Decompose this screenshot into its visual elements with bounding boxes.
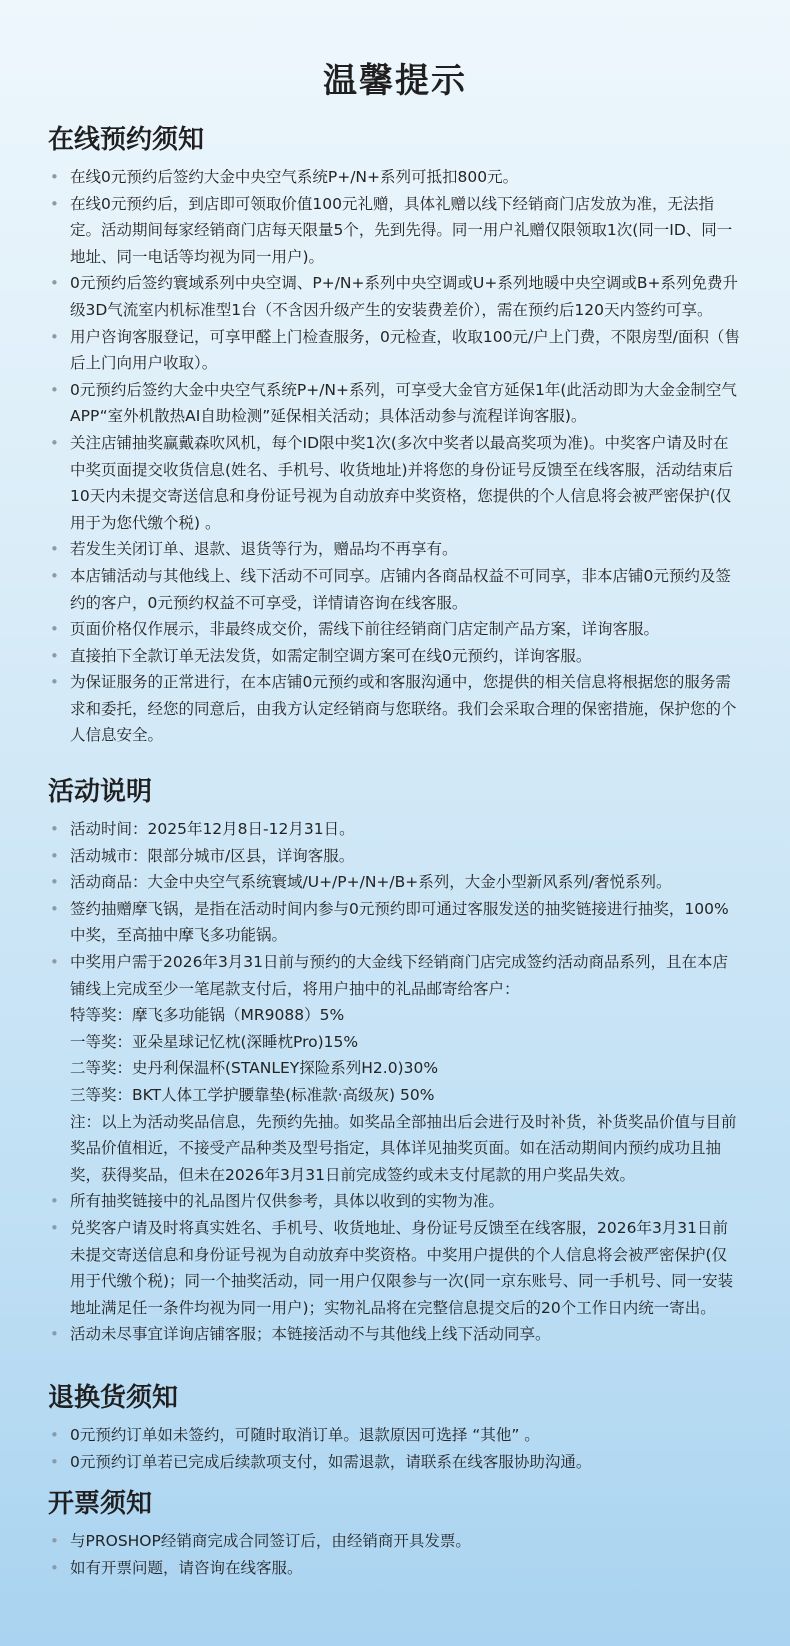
section-returns xyxy=(0,1378,790,1475)
list-item: • 与PROSHOP经销商完成合同签订后，由经销商开具发票。 xyxy=(48,1528,742,1555)
prize-intro: • 中奖用户需于2026年3月31日前与预约的大金线下经销商门店完成签约活动商品系列，且在本店铺线上完成至少一笔尾款支付后，将用户抽中的礼品邮寄给客户： xyxy=(70,952,729,998)
section-title: 退换货须知 xyxy=(48,1383,179,1413)
list-item: • 0元预约订单如未签约，可随时取消订单。退款原因可选择 “其他” 。 xyxy=(48,1422,742,1449)
section-online-booking xyxy=(0,120,790,749)
bullet-list xyxy=(48,816,742,1348)
section-title: 活动说明 xyxy=(48,777,153,807)
list-item: • 页面价格仅作展示，非最终成交价，需线下前往经销商门店定制产品方案，详询客服。 xyxy=(48,616,742,643)
list-item: • 在线0元预约后，到店即可领取价值100元礼赠，具体礼赠以线下经销商门店发放为准，无法指定。活动期间每家经销商门店每天限量5个，先到先得。同一用户礼赠仅限领取1次(同一ID、同一地址、同一电话等均视为同一用户)。 xyxy=(48,191,742,271)
prize-note: 注：以上为活动奖品信息，先预约先抽。如奖品全部抽出后会进行及时补货，补货奖品价值与目前奖品价值相近，不接受产品种类及型号指定，具体详见抽奖页面。如在活动期间内预约成功且抽奖，获得奖品，但未在2026年3月31日前完成签约或未支付尾款的用户奖品失效。 xyxy=(70,1112,737,1184)
list-item: • 0元预约后签约大金中央空气系统P+/N+系列，可享受大金官方延保1年(此活动即为大金金制空气APP“室外机散热AI自助检测”延保相关活动；具体活动参与流程详询客服)。 xyxy=(48,377,742,430)
list-item: • 为保证服务的正常进行，在本店铺0元预约或和客服沟通中，您提供的相关信息将根据您的服务需求和委托，经您的同意后，由我方认定经销商与您联络。我们会采取合理的保密措施，保护您的个人信息安全。 xyxy=(48,669,742,749)
list-item: • 所有抽奖链接中的礼品图片仅供参考，具体以收到的实物为准。 xyxy=(48,1188,742,1215)
list-item: • 本店铺活动与其他线上、线下活动不可同享。店铺内各商品权益不可同享，非本店铺0元预约及签约的客户，0元预约权益不可享受，详情请咨询在线客服。 xyxy=(48,563,742,616)
list-item: • 活动未尽事宜详询店铺客服；本链接活动不与其他线上线下活动同享。 xyxy=(48,1321,742,1348)
section-invoice xyxy=(0,1484,790,1581)
list-item: • 签约抽赠摩飞锅，是指在活动时间内参与0元预约即可通过客服发送的抽奖链接进行抽奖，100%中奖，至高抽中摩飞多功能锅。 xyxy=(48,896,742,949)
prize-third: 三等奖：BKT人体工学护腰靠垫(标准款·高级灰) 50% xyxy=(70,1085,435,1104)
section-title: 开票须知 xyxy=(48,1489,153,1519)
section-activity xyxy=(0,772,790,1348)
page-title: 温馨提示 xyxy=(323,61,467,101)
list-item: • 如有开票问题，请咨询在线客服。 xyxy=(48,1555,742,1582)
list-item-prizes xyxy=(48,949,742,1188)
prize-second: 二等奖：史丹利保温杯(STANLEY探险系列H2.0)30% xyxy=(70,1059,439,1078)
list-item: • 0元预约后签约寰域系列中央空调、P+/N+系列中央空调或U+系列地暖中央空调或B+系列免费升级3D气流室内机标准型1台（不含因升级产生的安装费差价），需在预约后120天内签约可享。 xyxy=(48,270,742,323)
section-title: 在线预约须知 xyxy=(48,125,205,155)
list-item: • 在线0元预约后签约大金中央空气系统P+/N+系列可抵扣800元。 xyxy=(48,164,742,191)
list-item: • 关注店铺抽奖赢戴森吹风机，每个ID限中奖1次(多次中奖者以最高奖项为准)。中奖客户请及时在中奖页面提交收货信息(姓名、手机号、收货地址)并将您的身份证号反馈至在线客服，活动结束后10天内未提交寄送信息和身份证号视为自动放弃中奖资格，您提供的个人信息将会被严密保护(仅用于为您代缴个税) 。 xyxy=(48,430,742,536)
list-item: • 活动时间：2025年12月8日-12月31日。 xyxy=(48,816,742,843)
list-item: • 兑奖客户请及时将真实姓名、手机号、收货地址、身份证号反馈至在线客服，2026年3月31日前未提交寄送信息和身份证号视为自动放弃中奖资格。中奖用户提供的个人信息将会被严密保护(仅用于代缴个税)；同一个抽奖活动，同一用户仅限参与一次(同一京东账号、同一手机号、同一安装地址满足任一条件均视为同一用户)；实物礼品将在完整信息提交后的20个工作日内统一寄出。 xyxy=(48,1215,742,1321)
prize-grand: 特等奖：摩飞多功能锅（MR9088）5% xyxy=(70,1006,345,1025)
list-item: • 用户咨询客服登记，可享甲醛上门检查服务，0元检查，收取100元/户上门费，不限房型/面积（售后上门向用户收取）。 xyxy=(48,324,742,377)
list-item: • 0元预约订单若已完成后续款项支付，如需退款，请联系在线客服协助沟通。 xyxy=(48,1449,742,1476)
list-item: • 若发生关闭订单、退款、退货等行为，赠品均不再享有。 xyxy=(48,536,742,563)
bullet-list xyxy=(48,1528,742,1581)
list-item: • 活动商品：大金中央空气系统寰域/U+/P+/N+/B+系列，大金小型新风系列/奢悦系列。 xyxy=(48,869,742,896)
list-item: • 直接拍下全款订单无法发货，如需定制空调方案可在线0元预约，详询客服。 xyxy=(48,643,742,670)
prize-first: 一等奖：亚朵星球记忆枕(深睡枕Pro)15% xyxy=(70,1032,359,1051)
list-item: • 活动城市：限部分城市/区县，详询客服。 xyxy=(48,843,742,870)
bullet-list xyxy=(48,1422,742,1475)
bullet-list xyxy=(48,164,742,749)
